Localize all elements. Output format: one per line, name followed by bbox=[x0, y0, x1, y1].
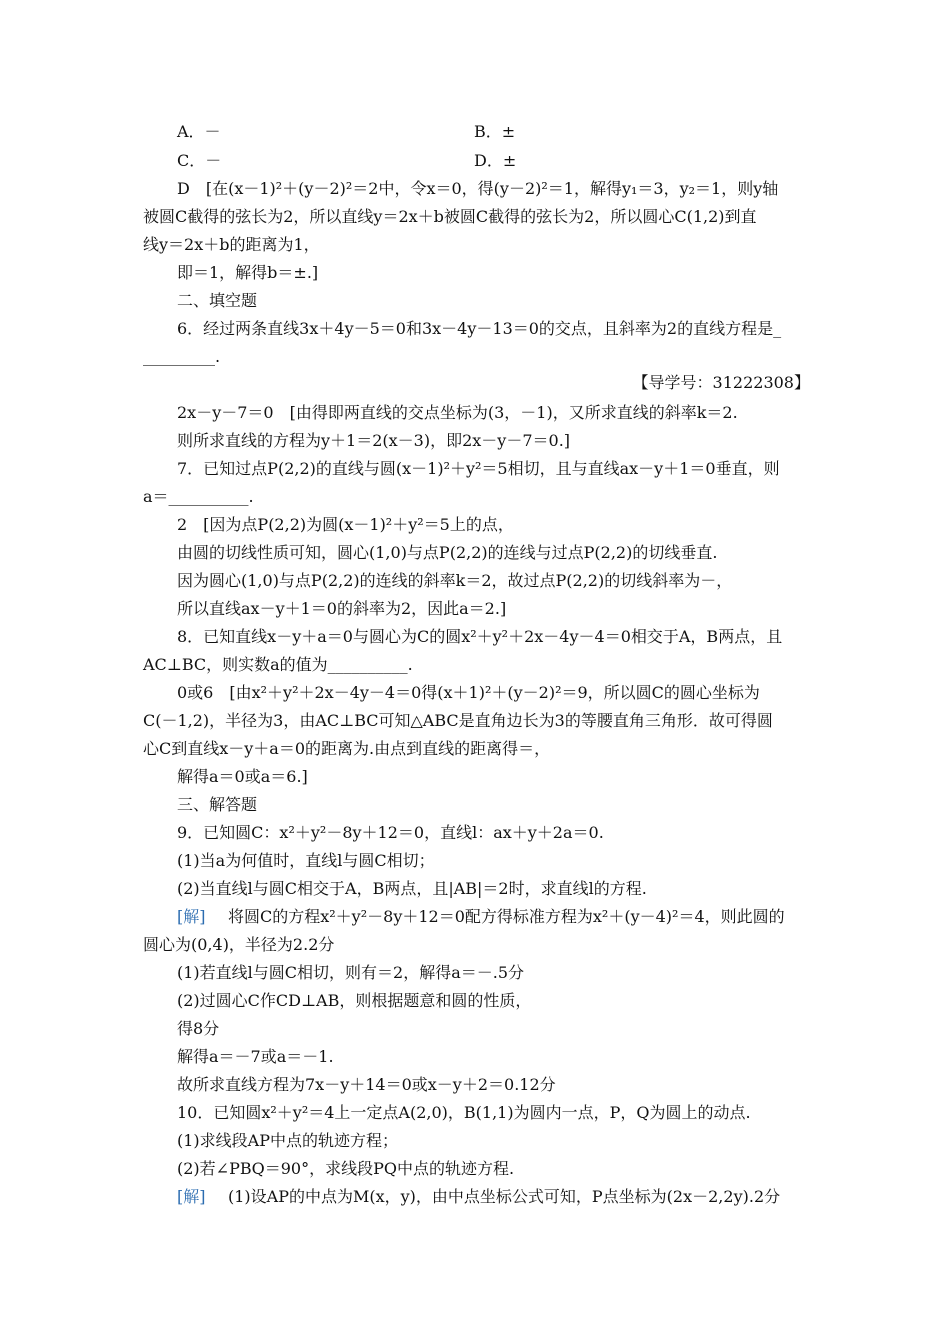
question-6-line-1: 6．经过两条直线3x＋4y－5＝0和3x－4y－13＝0的交点，且斜率为2的直线方程是_ bbox=[177, 319, 782, 338]
guide-number: 【导学号：31222308】 bbox=[632, 373, 810, 392]
option-b: B．± bbox=[474, 122, 516, 141]
question-8-line-2: AC⊥BC，则实数a的值为__________. bbox=[143, 655, 413, 674]
question-9-part-1: (1)当a为何值时，直线l与圆C相切； bbox=[177, 851, 435, 870]
option-a: A．－ bbox=[177, 122, 221, 141]
solution-9-line-1: 将圆C的方程x²＋y²－8y＋12＝0配方得标准方程为x²＋(y－4)²＝4，则此圆的 bbox=[212, 907, 785, 926]
answer-8-line-2: C(－1,2)，半径为3，由AC⊥BC可知△ABC是直角边长为3的等腰直角三角形．故可得圆 bbox=[143, 711, 773, 730]
answer-5-line-2: 被圆C截得的弦长为2，所以直线y＝2x＋b被圆C截得的弦长为2，所以圆心C(1,2)到直 bbox=[143, 207, 757, 226]
question-10-line-1: 10．已知圆x²＋y²＝4上一定点A(2,0)，B(1,1)为圆内一点，P，Q为圆上的动点. bbox=[177, 1103, 751, 1122]
option-d: D．± bbox=[474, 151, 517, 170]
solution-9-line-7: 故所求直线方程为7x－y＋14＝0或x－y＋2＝0.12分 bbox=[177, 1075, 556, 1094]
answer-7-line-3: 因为圆心(1,0)与点P(2,2)的连线的斜率k＝2，故过点P(2,2)的切线斜率为－， bbox=[177, 571, 733, 590]
question-7-line-1: 7．已知过点P(2,2)的直线与圆(x－1)²＋y²＝5相切，且与直线ax－y＋1＝0垂直，则 bbox=[177, 459, 780, 478]
answer-7-line-1: 2 [因为点P(2,2)为圆(x－1)²＋y²＝5上的点， bbox=[177, 515, 514, 534]
option-c: C．－ bbox=[177, 151, 222, 170]
question-10-part-1: (1)求线段AP中点的轨迹方程； bbox=[177, 1131, 398, 1150]
answer-5-line-1: D [在(x－1)²＋(y－2)²＝2中，令x＝0，得(y－2)²＝1，解得y₁＝3，y₂＝1，则y轴 bbox=[177, 179, 779, 198]
answer-8-line-4: 解得a＝0或a＝6.] bbox=[177, 767, 308, 786]
answer-6-line-1: 2x－y－7＝0 [由得即两直线的交点坐标为(3，－1)，又所求直线的斜率k＝2. bbox=[177, 403, 738, 422]
question-9-line-1: 9．已知圆C：x²＋y²－8y＋12＝0，直线l：ax＋y＋2a＝0. bbox=[177, 823, 604, 842]
solution-10-line-1: (1)设AP的中点为M(x，y)，由中点坐标公式可知，P点坐标为(2x－2,2y).2分 bbox=[212, 1187, 781, 1206]
question-6-line-2: _________. bbox=[143, 347, 221, 366]
question-10-part-2: (2)若∠PBQ＝90°，求线段PQ中点的轨迹方程. bbox=[177, 1159, 515, 1178]
solution-10-label: [解] bbox=[177, 1187, 206, 1206]
answer-5-line-3: 线y＝2x＋b的距离为1， bbox=[143, 235, 320, 254]
section-fill-blank: 二、填空题 bbox=[177, 291, 258, 310]
solution-9-label: [解] bbox=[177, 907, 206, 926]
answer-8-line-1: 0或6 [由x²＋y²＋2x－4y－4＝0得(x＋1)²＋(y－2)²＝9，所以圆C的圆心坐标为 bbox=[177, 683, 760, 702]
solution-9-line-2: 圆心为(0,4)，半径为2.2分 bbox=[143, 935, 335, 954]
section-solve: 三、解答题 bbox=[177, 795, 258, 814]
answer-7-line-2: 由圆的切线性质可知，圆心(1,0)与点P(2,2)的连线与过点P(2,2)的切线垂直. bbox=[177, 543, 718, 562]
solution-9-line-4: (2)过圆心C作CD⊥AB，则根据题意和圆的性质， bbox=[177, 991, 532, 1010]
solution-9-line-3: (1)若直线l与圆C相切，则有＝2，解得a＝－.5分 bbox=[177, 963, 525, 982]
answer-8-line-3: 心C到直线x－y＋a＝0的距离为.由点到直线的距离得＝， bbox=[143, 739, 551, 758]
solution-9-line-5: 得8分 bbox=[177, 1019, 220, 1038]
answer-7-line-4: 所以直线ax－y＋1＝0的斜率为2，因此a＝2.] bbox=[177, 599, 507, 618]
answer-6-line-2: 则所求直线的方程为y＋1＝2(x－3)，即2x－y－7＝0.] bbox=[177, 431, 571, 450]
question-7-line-2: a＝__________. bbox=[143, 487, 254, 506]
answer-5-line-4: 即＝1，解得b＝±.] bbox=[177, 263, 319, 282]
solution-9-line-6: 解得a＝－7或a＝－1. bbox=[177, 1047, 334, 1066]
question-9-part-2: (2)当直线l与圆C相交于A，B两点，且|AB|＝2时，求直线l的方程. bbox=[177, 879, 647, 898]
question-8-line-1: 8．已知直线x－y＋a＝0与圆心为C的圆x²＋y²＋2x－4y－4＝0相交于A，B两点，且 bbox=[177, 627, 783, 646]
